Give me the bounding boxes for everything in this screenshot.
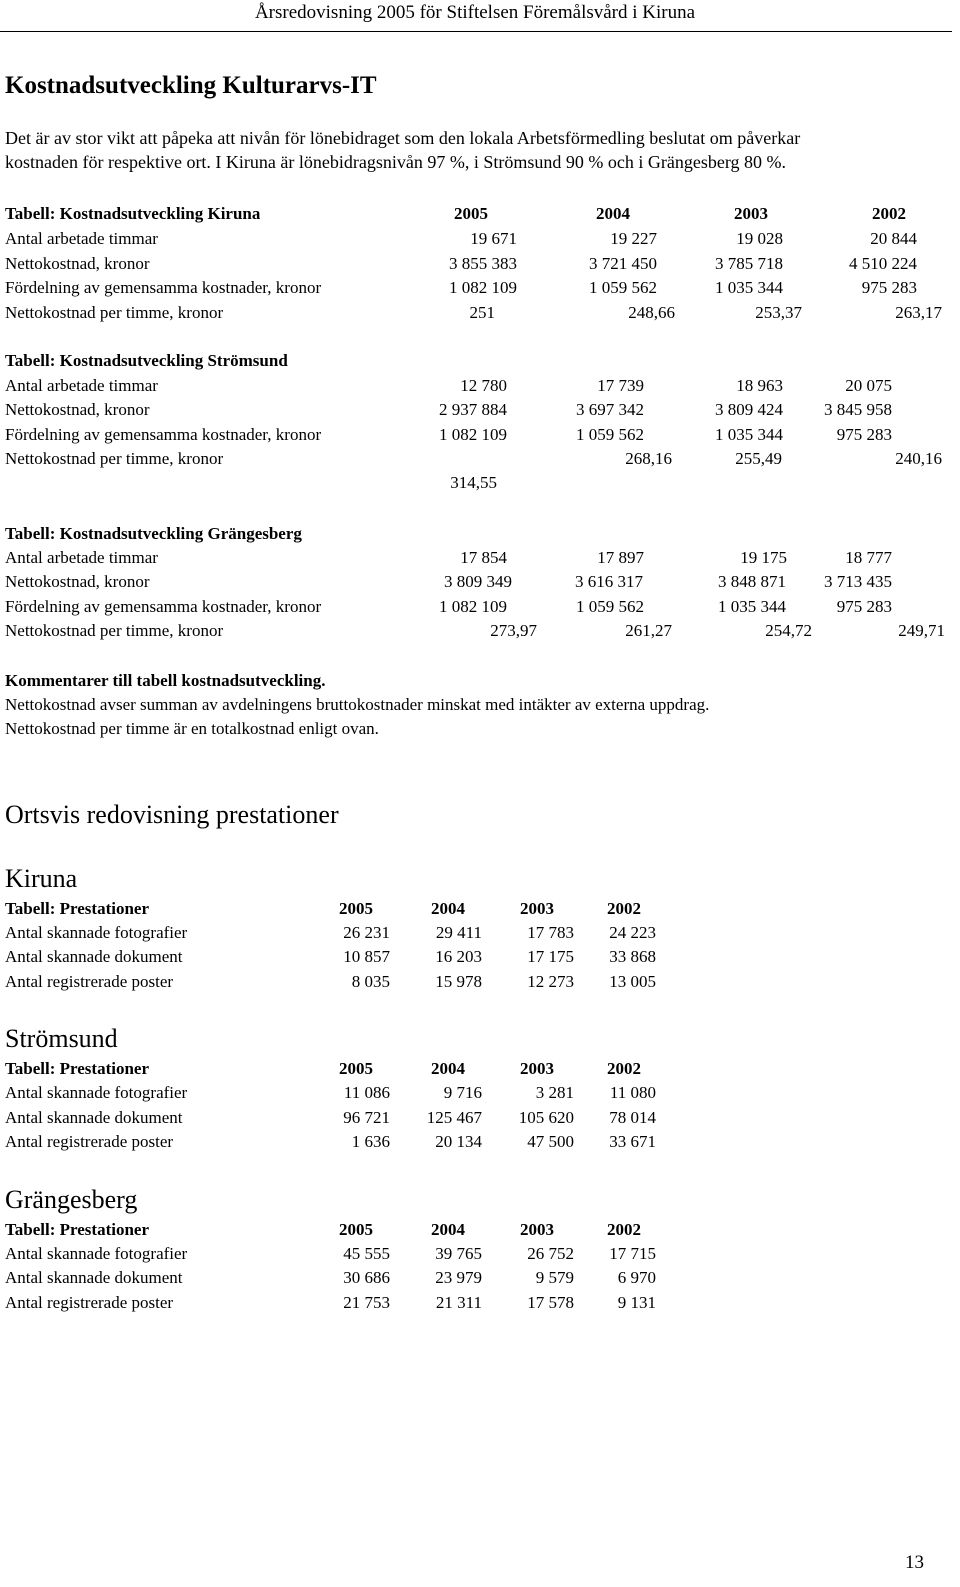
cell-2003: 255,49: [735, 449, 782, 468]
cell-2002: 11 080: [609, 1083, 656, 1102]
cell-2005: 1 082 109: [439, 425, 507, 444]
comments-title: Kommentarer till tabell kostnadsutveckling.: [5, 671, 326, 690]
cell-2002: 240,16: [895, 449, 942, 468]
cell-2003: 17 578: [527, 1293, 574, 1312]
row-label: Nettokostnad per timme, kronor: [5, 621, 224, 640]
cell-2003: 3 848 871: [718, 572, 786, 591]
cell-2004: 1 059 562: [576, 597, 644, 616]
running-header: Årsredovisning 2005 för Stiftelsen Föremålsvård i Kiruna: [254, 2, 696, 23]
perf-table-title: Tabell: Prestationer: [5, 899, 150, 918]
row-label: Antal registrerade poster: [5, 1132, 174, 1151]
year-2003: 2003: [520, 899, 554, 918]
cell-2002: 24 223: [609, 923, 656, 942]
cell-2005: 1 082 109: [449, 278, 517, 297]
row-label: Antal skannade dokument: [5, 947, 183, 966]
row-label: Antal arbetade timmar: [5, 548, 158, 567]
cell-2003: 17 175: [527, 947, 574, 966]
row-label: Nettokostnad, kronor: [5, 400, 150, 419]
cell-2005: 1 082 109: [439, 597, 507, 616]
year-2005: 2005: [339, 1059, 373, 1078]
cell-2003: 18 963: [736, 376, 783, 395]
cell-2005: 314,55: [450, 473, 497, 492]
cell-2004: 20 134: [435, 1132, 482, 1151]
row-label: Antal registrerade poster: [5, 972, 174, 991]
cell-2002: 9 131: [617, 1293, 656, 1312]
row-label: Antal skannade dokument: [5, 1108, 183, 1127]
cell-2005: 11 086: [343, 1083, 390, 1102]
cell-2005: 273,97: [490, 621, 537, 640]
row-label: Fördelning av gemensamma kostnader, kronor: [5, 597, 322, 616]
row-label: Nettokostnad, kronor: [5, 254, 150, 273]
row-label: Antal arbetade timmar: [5, 376, 158, 395]
header-divider: [0, 31, 952, 32]
cell-2002: 18 777: [845, 548, 892, 567]
cell-2004: 1 059 562: [576, 425, 644, 444]
row-label: Antal registrerade poster: [5, 1293, 174, 1312]
row-label: Antal skannade fotografier: [5, 923, 188, 942]
cell-2005: 3 809 349: [444, 572, 512, 591]
cell-2004: 125 467: [426, 1108, 482, 1127]
cell-2004: 23 979: [435, 1268, 482, 1287]
cost-table-stromsund-title: Tabell: Kostnadsutveckling Strömsund: [5, 351, 288, 370]
year-2003: 2003: [520, 1059, 554, 1078]
perf-table-title: Tabell: Prestationer: [5, 1220, 150, 1239]
cell-2004: 29 411: [435, 923, 482, 942]
cell-2004: 3 721 450: [589, 254, 657, 273]
year-2004: 2004: [596, 204, 630, 223]
cell-2004: 248,66: [628, 303, 675, 322]
cost-table-kiruna-title: Tabell: Kostnadsutveckling Kiruna: [5, 204, 261, 223]
cell-2002: 4 510 224: [849, 254, 917, 273]
cell-2005: 45 555: [343, 1244, 390, 1263]
cell-2004: 3 616 317: [575, 572, 643, 591]
year-2005: 2005: [339, 899, 373, 918]
cell-2005: 2 937 884: [439, 400, 507, 419]
cell-2004: 15 978: [435, 972, 482, 991]
cell-2003: 1 035 344: [718, 597, 786, 616]
cell-2003: 105 620: [518, 1108, 574, 1127]
cell-2002: 3 713 435: [824, 572, 892, 591]
cell-2005: 3 855 383: [449, 254, 517, 273]
cell-2003: 3 809 424: [715, 400, 783, 419]
year-2002: 2002: [607, 899, 641, 918]
cell-2003: 12 273: [527, 972, 574, 991]
cell-2005: 12 780: [460, 376, 507, 395]
cell-2002: 263,17: [895, 303, 942, 322]
year-2002: 2002: [872, 204, 906, 223]
cell-2004: 19 227: [610, 229, 657, 248]
cell-2002: 33 868: [609, 947, 656, 966]
cell-2002: 33 671: [609, 1132, 656, 1151]
cell-2005: 21 753: [343, 1293, 390, 1312]
place-heading-kiruna: Kiruna: [5, 864, 78, 893]
cell-2003: 26 752: [527, 1244, 574, 1263]
cell-2005: 19 671: [470, 229, 517, 248]
cell-2005: 30 686: [343, 1268, 390, 1287]
cell-2004: 261,27: [625, 621, 672, 640]
row-label: Nettokostnad, kronor: [5, 572, 150, 591]
row-label: Antal skannade dokument: [5, 1268, 183, 1287]
cell-2004: 17 739: [597, 376, 644, 395]
cell-2002: 78 014: [609, 1108, 656, 1127]
cell-2005: 26 231: [343, 923, 390, 942]
cell-2003: 17 783: [527, 923, 574, 942]
cell-2005: 17 854: [460, 548, 507, 567]
year-2005: 2005: [339, 1220, 373, 1239]
place-heading-grangesberg: Grängesberg: [5, 1185, 138, 1214]
cell-2004: 39 765: [435, 1244, 482, 1263]
cell-2004: 16 203: [435, 947, 482, 966]
year-2002: 2002: [607, 1059, 641, 1078]
cell-2003: 3 785 718: [715, 254, 783, 273]
page-number: 13: [905, 1552, 924, 1573]
cell-2005: 96 721: [343, 1108, 390, 1127]
cell-2002: 249,71: [898, 621, 945, 640]
row-label: Antal arbetade timmar: [5, 229, 158, 248]
cell-2002: 3 845 958: [824, 400, 892, 419]
cost-table-grangesberg-title: Tabell: Kostnadsutveckling Grängesberg: [5, 524, 302, 543]
cell-2004: 9 716: [443, 1083, 482, 1102]
row-label: Fördelning av gemensamma kostnader, kronor: [5, 425, 322, 444]
year-2004: 2004: [431, 1220, 465, 1239]
year-2003: 2003: [520, 1220, 554, 1239]
row-label: Nettokostnad per timme, kronor: [5, 449, 224, 468]
cell-2003: 19 028: [736, 229, 783, 248]
cell-2005: 8 035: [351, 972, 390, 991]
section-title-ortsvis: Ortsvis redovisning prestationer: [5, 800, 339, 829]
cell-2003: 253,37: [755, 303, 802, 322]
cell-2003: 254,72: [765, 621, 812, 640]
cell-2002: 975 283: [861, 278, 917, 297]
cell-2003: 1 035 344: [715, 278, 783, 297]
year-2003: 2003: [734, 204, 768, 223]
year-2002: 2002: [607, 1220, 641, 1239]
intro-paragraph-line-1: Det är av stor vikt att påpeka att nivån för lönebidraget som den lokala Arbetsförmedling beslutat om påverkar: [5, 128, 801, 148]
perf-table-title: Tabell: Prestationer: [5, 1059, 150, 1078]
row-label: Antal skannade fotografier: [5, 1244, 188, 1263]
cell-2002: 13 005: [609, 972, 656, 991]
section-title-kostnadsutveckling: Kostnadsutveckling Kulturarvs-IT: [5, 72, 377, 99]
intro-paragraph-line-2: kostnaden för respektive ort. I Kiruna är lönebidragsnivån 97 %, i Strömsund 90 % och i Grängesberg 80 %.: [5, 152, 786, 172]
cell-2002: 975 283: [836, 597, 892, 616]
cell-2005: 251: [469, 303, 495, 322]
cell-2003: 9 579: [535, 1268, 574, 1287]
cell-2003: 47 500: [527, 1132, 574, 1151]
year-2004: 2004: [431, 1059, 465, 1078]
cell-2002: 6 970: [617, 1268, 656, 1287]
cell-2002: 17 715: [609, 1244, 656, 1263]
year-2005: 2005: [454, 204, 488, 223]
comments-line-2: Nettokostnad per timme är en totalkostnad enligt ovan.: [5, 719, 379, 738]
cell-2003: 3 281: [535, 1083, 574, 1102]
cell-2004: 17 897: [597, 548, 644, 567]
cell-2004: 268,16: [625, 449, 672, 468]
cell-2002: 975 283: [836, 425, 892, 444]
row-label: Antal skannade fotografier: [5, 1083, 188, 1102]
cell-2004: 3 697 342: [576, 400, 644, 419]
cell-2002: 20 844: [870, 229, 917, 248]
cell-2005: 1 636: [351, 1132, 390, 1151]
cell-2003: 19 175: [740, 548, 787, 567]
place-heading-stromsund: Strömsund: [5, 1024, 118, 1053]
comments-line-1: Nettokostnad avser summan av avdelningens bruttokostnader minskat med intäkter av externa uppdrag.: [5, 695, 710, 714]
cell-2002: 20 075: [845, 376, 892, 395]
row-label: Nettokostnad per timme, kronor: [5, 303, 224, 322]
cell-2005: 10 857: [343, 947, 390, 966]
cell-2004: 21 311: [435, 1293, 482, 1312]
year-2004: 2004: [431, 899, 465, 918]
cell-2003: 1 035 344: [715, 425, 783, 444]
cell-2004: 1 059 562: [589, 278, 657, 297]
row-label: Fördelning av gemensamma kostnader, kronor: [5, 278, 322, 297]
